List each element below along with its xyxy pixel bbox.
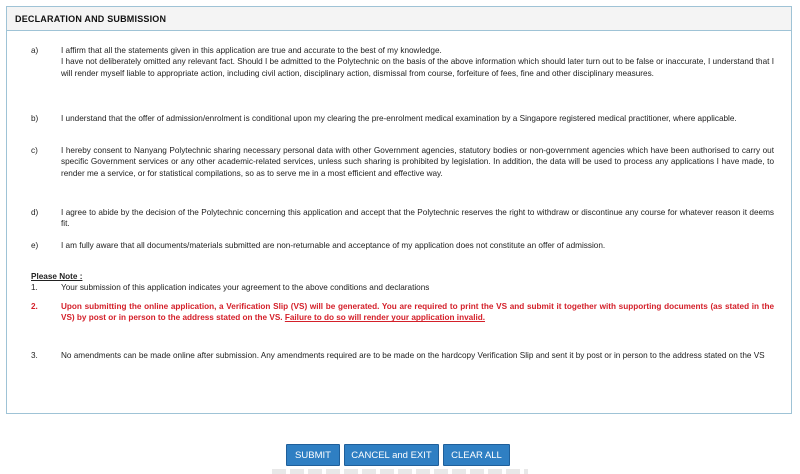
declaration-text (61, 45, 774, 79)
please-note-heading: Please Note : (31, 272, 83, 281)
declaration-text (61, 207, 774, 230)
declaration-text (61, 113, 774, 124)
note-text: No amendments can be made online after submission. Any amendments required are to be made on the hardcopy Verification Slip and sent it by post or in person to the address stated on the VS (61, 351, 765, 360)
declaration-label: d) (31, 208, 39, 217)
submit-button[interactable]: SUBMIT (286, 444, 340, 466)
footer-faint-text (272, 469, 528, 474)
action-buttons (0, 444, 800, 466)
declaration-paragraph: I affirm that all the statements given in this application are true and accurate to the best of my knowledge. (61, 46, 442, 55)
section-title: DECLARATION AND SUBMISSION (7, 7, 791, 31)
note-warning-underlined: Failure to do so will render your application invalid. (284, 313, 486, 323)
note-text: Your submission of this application indicates your agreement to the above conditions and declarations (61, 283, 430, 292)
declaration-paragraph: I understand that the offer of admission/enrolment is conditional upon my clearing the pre-enrolment medical examination by a Singapore registered medical practitioner, where applicable. (61, 114, 737, 123)
declaration-label: e) (31, 241, 39, 250)
declaration-label: c) (31, 146, 38, 155)
declaration-panel (6, 6, 792, 414)
declaration-text (61, 145, 774, 179)
note-warning-text: Upon submitting the online application, a Verification Slip (VS) will be generated. You are required to print the VS and submit it together with supporting documents (as stated in the VS) by post or in person to the address stated on the VS. (61, 302, 774, 323)
declaration-label: b) (31, 114, 39, 123)
declaration-label: a) (31, 46, 39, 55)
note-label: 2. (31, 302, 38, 311)
note-label: 3. (31, 351, 38, 360)
clear-all-button[interactable]: CLEAR ALL (443, 444, 510, 466)
declaration-paragraph: I am fully aware that all documents/materials submitted are non-returnable and acceptance of my application does not constitute an offer of admission. (61, 241, 606, 250)
declaration-text (61, 240, 774, 251)
declaration-paragraph: I agree to abide by the decision of the Polytechnic concerning this application and accept that the Polytechnic reserves the right to withdraw or discontinue any course for whatever reason it deems fit. (61, 208, 774, 229)
declaration-paragraph: I have not deliberately omitted any relevant fact. Should I be admitted to the Polytechnic on the basis of the above information which should later turn out to be false or inaccurate, I understand that I will render myself liable to appropriate action, including civil action, disciplinary action, dismissal from course, forfeiture of fees, fine and other disciplinary measures. (61, 57, 774, 78)
cancel-and-exit-button[interactable]: CANCEL and EXIT (344, 444, 439, 466)
note-label: 1. (31, 283, 38, 292)
note-text (61, 301, 774, 324)
declaration-paragraph: I hereby consent to Nanyang Polytechnic sharing necessary personal data with other Government agencies, statutory bodies or non-government agencies which have been authorised to carry out specific Government services or any other academic-related services, unless such sharing is prohibited by legislation. In addition, the data will be used to process any applications I have made, to render me a service, or for statistical compilations, so as to serve me in a most efficient and effective way. (61, 146, 774, 178)
